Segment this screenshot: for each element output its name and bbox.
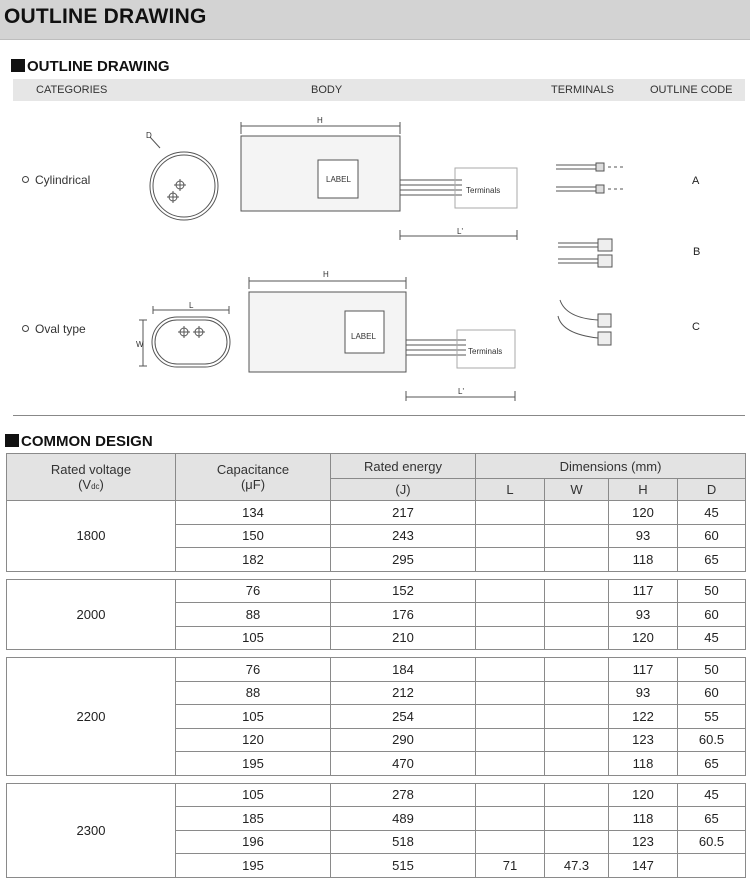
dim-d-label: D (146, 131, 152, 140)
cylindrical-end-view (150, 137, 218, 220)
l-cell (476, 626, 545, 650)
category-oval-label: Oval type (35, 322, 86, 336)
outline-section-title-text: OUTLINE DRAWING (27, 58, 170, 75)
d-cell: 45 (678, 501, 746, 525)
common-section-title (5, 433, 153, 450)
energy-cell: 254 (331, 705, 476, 729)
header-rated-energy (331, 454, 476, 479)
page-title: OUTLINE DRAWING (4, 5, 207, 28)
terminal-b-icon (558, 239, 612, 267)
h-cell: 120 (609, 783, 678, 807)
h-cell: 123 (609, 728, 678, 752)
l-cell (476, 705, 545, 729)
l-cell (476, 603, 545, 627)
cap-cell: 195 (176, 854, 331, 878)
cap-cell: 88 (176, 681, 331, 705)
header-dim-h: H (609, 479, 678, 501)
h-cell: 120 (609, 501, 678, 525)
d-cell (678, 854, 746, 878)
category-cylindrical-label: Cylindrical (35, 173, 91, 187)
h-cell: 123 (609, 830, 678, 854)
cylindrical-side-view (241, 122, 517, 240)
terminals-label: Terminals (466, 186, 501, 195)
h-cell: 93 (609, 603, 678, 627)
body-label-text: LABEL (326, 175, 351, 184)
h-cell: 117 (609, 579, 678, 603)
column-outline-code: OUTLINE CODE (650, 84, 733, 96)
outline-code-b: B (693, 246, 701, 258)
w-cell (545, 728, 609, 752)
cap-cell: 182 (176, 548, 331, 572)
energy-cell: 184 (331, 658, 476, 682)
d-cell: 65 (678, 807, 746, 831)
section-divider (13, 415, 745, 416)
column-categories: CATEGORIES (36, 84, 108, 96)
energy-cell: 489 (331, 807, 476, 831)
d-cell: 65 (678, 752, 746, 776)
cap-cell: 185 (176, 807, 331, 831)
table-row (7, 579, 746, 603)
cap-cell: 105 (176, 705, 331, 729)
energy-cell: 518 (331, 830, 476, 854)
voltage-unit-post: ) (99, 477, 104, 492)
energy-cell: 243 (331, 524, 476, 548)
l-cell (476, 681, 545, 705)
group-gap-cell (7, 650, 746, 658)
square-bullet-icon (5, 434, 19, 447)
header-capacitance-text: Capacitance (216, 462, 290, 477)
terminals-label-2: Terminals (468, 347, 503, 356)
h-cell: 118 (609, 752, 678, 776)
energy-cell: 515 (331, 854, 476, 878)
voltage-cell: 2300 (7, 783, 176, 877)
d-cell: 45 (678, 783, 746, 807)
group-gap-cell (7, 775, 746, 783)
energy-cell: 217 (331, 501, 476, 525)
group-gap (7, 571, 746, 579)
l-cell (476, 658, 545, 682)
dim-l-label: L (189, 301, 194, 310)
header-capacitance-unit: (μF) (240, 477, 266, 492)
group-gap (7, 775, 746, 783)
l-cell (476, 728, 545, 752)
w-cell (545, 681, 609, 705)
d-cell: 60.5 (678, 728, 746, 752)
w-cell (545, 501, 609, 525)
l-cell (476, 783, 545, 807)
l-cell (476, 524, 545, 548)
l-cell (476, 548, 545, 572)
voltage-unit-sub: dc (91, 482, 100, 491)
body-label-text-2: LABEL (351, 332, 376, 341)
cap-cell: 120 (176, 728, 331, 752)
w-cell (545, 626, 609, 650)
cap-cell: 105 (176, 626, 331, 650)
h-cell: 118 (609, 548, 678, 572)
d-cell: 65 (678, 548, 746, 572)
d-cell: 60 (678, 681, 746, 705)
energy-cell: 290 (331, 728, 476, 752)
l-cell (476, 579, 545, 603)
oval-end-view (139, 306, 230, 367)
h-cell: 120 (609, 626, 678, 650)
dim-h-label: H (317, 116, 323, 125)
spec-table-body (7, 501, 746, 878)
header-rated-energy-text: Rated energy (363, 458, 443, 474)
h-cell: 122 (609, 705, 678, 729)
voltage-unit-pre: (V (78, 477, 92, 492)
w-cell (545, 705, 609, 729)
h-cell: 117 (609, 658, 678, 682)
header-rated-voltage (7, 454, 176, 501)
h-cell: 147 (609, 854, 678, 878)
energy-cell: 176 (331, 603, 476, 627)
w-cell (545, 548, 609, 572)
l-cell (476, 807, 545, 831)
h-cell: 93 (609, 524, 678, 548)
h-cell: 118 (609, 807, 678, 831)
w-cell: 47.3 (545, 854, 609, 878)
d-cell: 60.5 (678, 830, 746, 854)
energy-cell: 210 (331, 626, 476, 650)
d-cell: 55 (678, 705, 746, 729)
w-cell (545, 579, 609, 603)
d-cell: 50 (678, 579, 746, 603)
cap-cell: 76 (176, 658, 331, 682)
h-cell: 93 (609, 681, 678, 705)
d-cell: 45 (678, 626, 746, 650)
header-dim-d: D (678, 479, 746, 501)
oval-side-view (249, 277, 515, 401)
w-cell (545, 807, 609, 831)
header-capacitance (176, 454, 331, 501)
dim-w-label: W (136, 340, 144, 349)
outline-code-c: C (692, 321, 700, 333)
w-cell (545, 830, 609, 854)
header-dimensions: Dimensions (mm) (476, 454, 746, 479)
terminal-a-icon (556, 163, 626, 193)
outline-code-a: A (692, 175, 700, 187)
common-section-title-text: COMMON DESIGN (21, 433, 153, 450)
voltage-cell: 2200 (7, 658, 176, 776)
table-row (7, 658, 746, 682)
table-row (7, 783, 746, 807)
energy-cell: 295 (331, 548, 476, 572)
d-cell: 60 (678, 524, 746, 548)
w-cell (545, 783, 609, 807)
header-rated-voltage-text: Rated voltage (50, 462, 132, 477)
table-row (7, 501, 746, 525)
cap-cell: 150 (176, 524, 331, 548)
group-gap-cell (7, 571, 746, 579)
cap-cell: 105 (176, 783, 331, 807)
w-cell (545, 752, 609, 776)
dim-lprime2-label: L' (458, 387, 464, 396)
header-dim-l: L (476, 479, 545, 501)
energy-cell: 212 (331, 681, 476, 705)
voltage-cell: 1800 (7, 501, 176, 572)
cap-cell: 195 (176, 752, 331, 776)
cap-cell: 196 (176, 830, 331, 854)
w-cell (545, 524, 609, 548)
energy-cell: 152 (331, 579, 476, 603)
cap-cell: 88 (176, 603, 331, 627)
l-cell (476, 752, 545, 776)
header-dim-w: W (545, 479, 609, 501)
column-body: BODY (311, 84, 343, 96)
w-cell (545, 603, 609, 627)
dim-lprime-label: L' (457, 227, 463, 236)
l-cell (476, 830, 545, 854)
energy-cell: 470 (331, 752, 476, 776)
cap-cell: 76 (176, 579, 331, 603)
group-gap (7, 650, 746, 658)
terminal-c-icon (558, 300, 611, 345)
w-cell (545, 658, 609, 682)
l-cell (476, 501, 545, 525)
common-design-table (6, 453, 746, 878)
l-cell: 71 (476, 854, 545, 878)
d-cell: 60 (678, 603, 746, 627)
d-cell: 50 (678, 658, 746, 682)
voltage-cell: 2000 (7, 579, 176, 650)
outline-drawings (0, 0, 750, 420)
header-energy-unit: (J) (331, 479, 476, 501)
cap-cell: 134 (176, 501, 331, 525)
energy-cell: 278 (331, 783, 476, 807)
column-terminals: TERMINALS (551, 84, 614, 96)
dim-h2-label: H (323, 270, 329, 279)
